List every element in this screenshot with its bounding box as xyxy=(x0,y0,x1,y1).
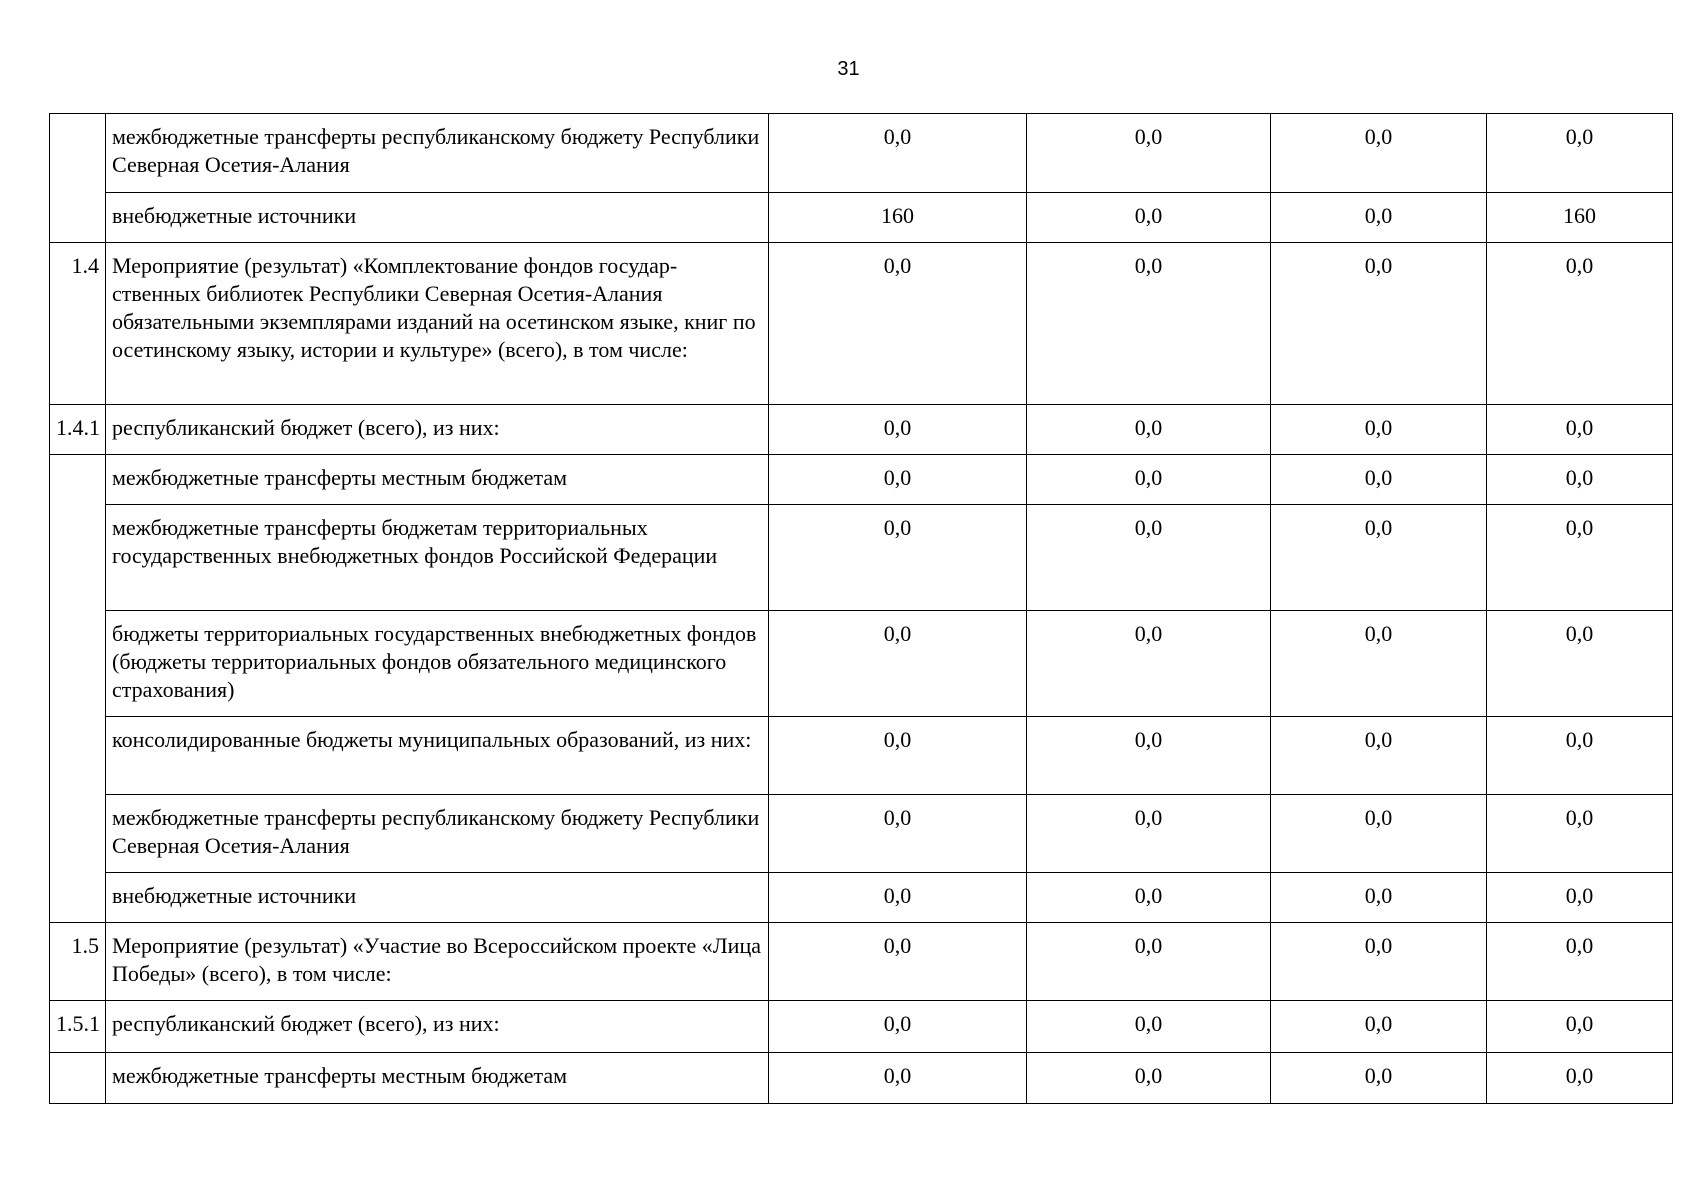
table-row xyxy=(50,455,1673,505)
row-number-cell xyxy=(50,1053,106,1104)
table-row xyxy=(50,923,1673,1001)
value-cell: 0,0 xyxy=(769,717,1027,795)
table-row xyxy=(50,795,1673,873)
value-cell: 0,0 xyxy=(1027,923,1271,1001)
value-cell: 0,0 xyxy=(1027,717,1271,795)
value-cell: 0,0 xyxy=(769,1053,1027,1104)
page-number: 31 xyxy=(837,58,860,80)
table-row xyxy=(50,243,1673,405)
value-cell: 0,0 xyxy=(1271,455,1487,505)
row-name-cell: республиканский бюджет (всего), из них: xyxy=(106,1001,769,1053)
value-cell: 0,0 xyxy=(1027,795,1271,873)
table-row xyxy=(50,193,1673,243)
value-cell: 0,0 xyxy=(1027,243,1271,405)
value-cell: 0,0 xyxy=(769,243,1027,405)
row-number-cell: 1.5.1 xyxy=(50,1001,106,1053)
row-name-cell: Мероприятие (результат) «Комплектование фондов государ-ственных библиотек Республики Северная Осетия-Алания обязательными экземплярами изданий на осетинском языке, книг по осетинскому языку, истории и культуре» (всего), в том числе: xyxy=(106,243,769,405)
value-cell: 0,0 xyxy=(1271,1001,1487,1053)
value-cell: 0,0 xyxy=(1027,114,1271,193)
row-name-cell: республиканский бюджет (всего), из них: xyxy=(106,405,769,455)
row-number-cell: 1.5 xyxy=(50,923,106,1001)
value-cell: 0,0 xyxy=(1027,1053,1271,1104)
table-row xyxy=(50,717,1673,795)
value-cell: 0,0 xyxy=(1487,505,1673,611)
value-cell: 0,0 xyxy=(1487,1053,1673,1104)
value-cell: 0,0 xyxy=(769,405,1027,455)
value-cell: 0,0 xyxy=(1487,114,1673,193)
row-name-cell: внебюджетные источники xyxy=(106,873,769,923)
row-number-cell xyxy=(50,114,106,243)
value-cell: 0,0 xyxy=(1027,611,1271,717)
row-name-cell: межбюджетные трансферты местным бюджетам xyxy=(106,1053,769,1104)
value-cell: 0,0 xyxy=(1027,455,1271,505)
table-row xyxy=(50,114,1673,193)
value-cell: 0,0 xyxy=(1271,505,1487,611)
value-cell: 0,0 xyxy=(769,114,1027,193)
row-name-cell: внебюджетные источники xyxy=(106,193,769,243)
value-cell: 0,0 xyxy=(769,873,1027,923)
value-cell: 0,0 xyxy=(1271,193,1487,243)
value-cell: 160 xyxy=(1487,193,1673,243)
value-cell: 0,0 xyxy=(1027,405,1271,455)
value-cell: 0,0 xyxy=(1027,193,1271,243)
row-name-cell: межбюджетные трансферты республиканскому бюджету Республики Северная Осетия-Алания xyxy=(106,795,769,873)
value-cell: 0,0 xyxy=(1487,873,1673,923)
value-cell: 0,0 xyxy=(1027,505,1271,611)
value-cell: 0,0 xyxy=(769,505,1027,611)
row-number-cell: 1.4.1 xyxy=(50,405,106,455)
value-cell: 0,0 xyxy=(1027,873,1271,923)
value-cell: 0,0 xyxy=(1271,405,1487,455)
table-row xyxy=(50,611,1673,717)
row-number-cell xyxy=(50,455,106,923)
value-cell: 0,0 xyxy=(1271,1053,1487,1104)
row-name-cell: межбюджетные трансферты республиканскому бюджету Республики Северная Осетия-Алания xyxy=(106,114,769,193)
value-cell: 0,0 xyxy=(1487,795,1673,873)
row-name-cell: межбюджетные трансферты бюджетам территориальных государственных внебюджетных фондов Российской Федерации xyxy=(106,505,769,611)
value-cell: 0,0 xyxy=(1487,243,1673,405)
value-cell: 0,0 xyxy=(769,455,1027,505)
value-cell: 0,0 xyxy=(1271,243,1487,405)
row-name-cell: межбюджетные трансферты местным бюджетам xyxy=(106,455,769,505)
value-cell: 0,0 xyxy=(1027,1001,1271,1053)
value-cell: 0,0 xyxy=(1271,114,1487,193)
row-name-cell: консолидированные бюджеты муниципальных образований, из них: xyxy=(106,717,769,795)
value-cell: 0,0 xyxy=(1487,611,1673,717)
row-number-cell: 1.4 xyxy=(50,243,106,405)
table-row xyxy=(50,1053,1673,1104)
value-cell: 0,0 xyxy=(769,611,1027,717)
table-row xyxy=(50,505,1673,611)
table-row xyxy=(50,873,1673,923)
value-cell: 0,0 xyxy=(1271,717,1487,795)
row-name-cell: бюджеты территориальных государственных внебюджетных фондов (бюджеты территориальных фондов обязательного медицинского страхования) xyxy=(106,611,769,717)
value-cell: 0,0 xyxy=(1487,923,1673,1001)
value-cell: 0,0 xyxy=(1271,923,1487,1001)
value-cell: 0,0 xyxy=(1487,455,1673,505)
value-cell: 0,0 xyxy=(769,1001,1027,1053)
budget-table xyxy=(49,113,1673,1104)
value-cell: 160 xyxy=(769,193,1027,243)
value-cell: 0,0 xyxy=(769,795,1027,873)
table-row xyxy=(50,1001,1673,1053)
table-row xyxy=(50,405,1673,455)
value-cell: 0,0 xyxy=(1487,1001,1673,1053)
value-cell: 0,0 xyxy=(1271,611,1487,717)
value-cell: 0,0 xyxy=(1271,795,1487,873)
value-cell: 0,0 xyxy=(1487,405,1673,455)
value-cell: 0,0 xyxy=(769,923,1027,1001)
value-cell: 0,0 xyxy=(1271,873,1487,923)
row-name-cell: Мероприятие (результат) «Участие во Всероссийском проекте «Лица Победы» (всего), в том числе: xyxy=(106,923,769,1001)
value-cell: 0,0 xyxy=(1487,717,1673,795)
